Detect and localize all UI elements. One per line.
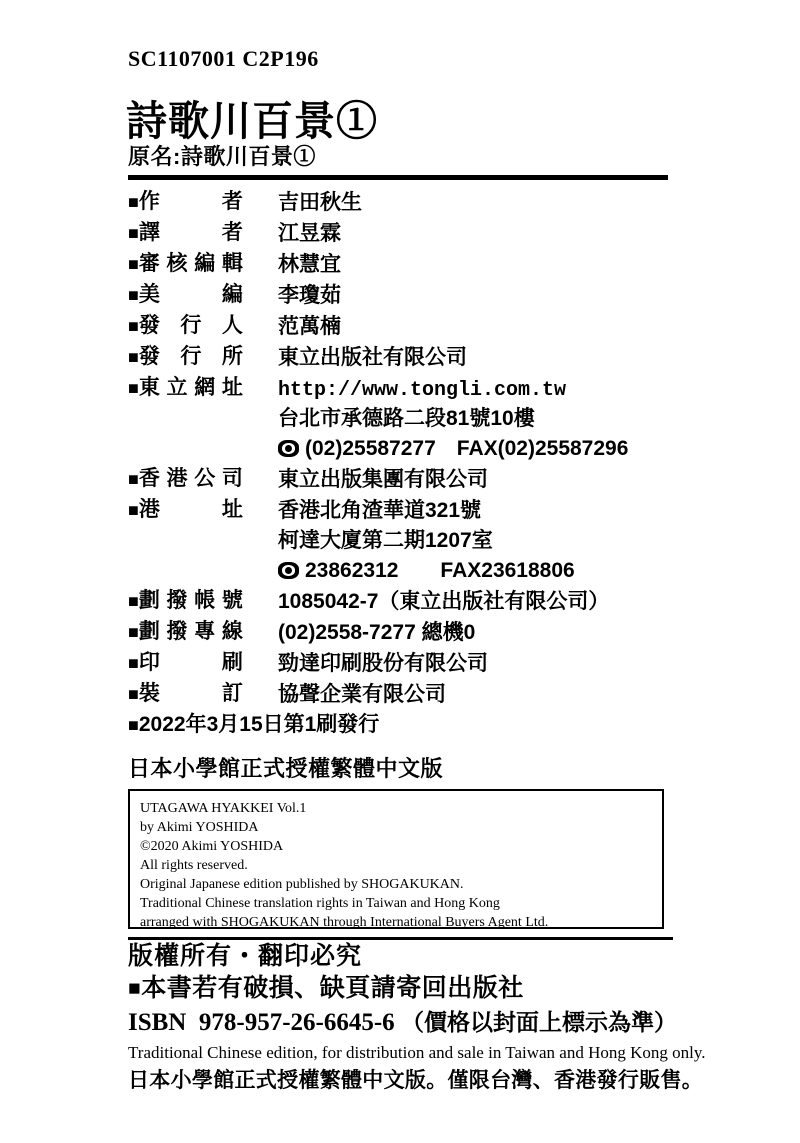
credit-value: 范萬楠 xyxy=(278,315,341,338)
credit-label: ■劃撥專線 xyxy=(128,620,243,643)
credit-value: 東立出版社有限公司 xyxy=(278,346,467,369)
square-bullet-icon: ■ xyxy=(128,316,139,336)
rights-reserved: 版權所有・翻印必究 xyxy=(128,942,363,970)
credit-label: ■劃撥帳號 xyxy=(128,589,243,612)
credit-label: ■作 者 xyxy=(128,190,243,213)
page-title: 詩歌川百景① xyxy=(126,98,378,144)
credit-value: 協聲企業有限公司 xyxy=(278,683,446,706)
hk-phone-row xyxy=(128,556,688,586)
isbn-label: ISBN xyxy=(128,1009,187,1036)
telephone-icon xyxy=(278,562,299,579)
credit-label: ■發 行 所 xyxy=(128,345,243,368)
credit-row xyxy=(128,280,688,310)
credit-row xyxy=(128,464,688,494)
square-bullet-icon: ■ xyxy=(128,622,139,642)
copyright-line: All rights reserved. xyxy=(140,858,248,873)
credit-label: ■發 行 人 xyxy=(128,314,243,337)
credit-label: ■審核編輯 xyxy=(128,252,243,275)
credit-row xyxy=(128,648,688,678)
telephone-icon xyxy=(278,440,299,457)
copyright-line: UTAGAWA HYAKKEI Vol.1 xyxy=(140,801,307,816)
square-bullet-icon: ■ xyxy=(128,285,139,305)
hk-address-line2 xyxy=(128,526,688,556)
publisher-address-text: 台北市承德路二段81號10樓 xyxy=(278,407,535,430)
hk-phone xyxy=(278,559,575,582)
credit-row xyxy=(128,311,688,341)
credit-row xyxy=(128,342,688,372)
credit-row xyxy=(128,495,688,525)
credit-label: ■譯 者 xyxy=(128,221,243,244)
licence-statement: 日本小學館正式授權繁體中文版 xyxy=(128,756,444,781)
square-bullet-icon: ■ xyxy=(128,223,139,243)
original-title: 原名:詩歌川百景① xyxy=(128,144,316,169)
square-bullet-icon: ■ xyxy=(128,192,139,212)
print-date-text: 2022年3月15日第1刷發行 xyxy=(138,713,380,736)
credit-value: 李瓊茹 xyxy=(278,284,341,307)
credit-row xyxy=(128,679,688,709)
hk-address-text: 柯達大廈第二期1207室 xyxy=(278,529,493,552)
distribution-notice-zh: 日本小學館正式授權繁體中文版。僅限台灣、香港發行販售。 xyxy=(128,1069,704,1092)
credit-value: 1085042-7（東立出版社有限公司） xyxy=(278,590,610,613)
price-note: （價格以封面上標示為準） xyxy=(400,1009,677,1035)
isbn-number: 978-957-26-6645-6 xyxy=(198,1009,395,1036)
square-bullet-icon: ■ xyxy=(128,715,139,735)
credit-row xyxy=(128,249,688,279)
credit-label: ■港 址 xyxy=(128,498,243,521)
square-bullet-icon: ■ xyxy=(128,347,139,367)
square-bullet-icon: ■ xyxy=(128,378,139,398)
credit-row-website xyxy=(128,373,688,403)
copyright-line: by Akimi YOSHIDA xyxy=(140,820,259,835)
credit-value: 江昱霖 xyxy=(278,222,341,245)
copyright-line: Original Japanese edition published by SHOGAKUKAN. xyxy=(140,877,464,892)
publisher-phone xyxy=(278,437,628,460)
title-divider xyxy=(128,175,668,180)
square-bullet-icon: ■ xyxy=(128,469,139,489)
copyright-box xyxy=(128,789,664,929)
square-bullet-icon: ■ xyxy=(128,653,139,673)
publisher-phone-text: (02)25587277 FAX(02)25587296 xyxy=(305,437,629,460)
print-date-row xyxy=(128,710,688,740)
credit-value: (02)2558-7277 總機0 xyxy=(278,621,476,644)
credit-row xyxy=(128,617,688,647)
product-code: SC1107001 C2P196 xyxy=(128,46,319,71)
credit-value: 香港北角渣華道321號 xyxy=(278,499,482,522)
square-bullet-icon: ■ xyxy=(128,254,139,274)
print-date xyxy=(128,713,379,736)
credit-label: ■裝 訂 xyxy=(128,682,243,705)
footer-block xyxy=(128,940,728,1095)
copyright-line: arranged with SHOGAKUKAN through International Buyers Agent Ltd. xyxy=(140,915,549,930)
credit-value: 吉田秋生 xyxy=(278,191,362,214)
credit-label: ■美 編 xyxy=(128,283,243,306)
square-bullet-icon: ■ xyxy=(128,977,142,1000)
credit-label: ■印 刷 xyxy=(128,651,243,674)
isbn-row xyxy=(128,1005,728,1040)
square-bullet-icon: ■ xyxy=(128,684,139,704)
square-bullet-icon: ■ xyxy=(128,591,139,611)
hk-phone-text: 23862312 FAX23618806 xyxy=(305,559,575,582)
damaged-copy-notice-text: 本書若有破損、缺頁請寄回出版社 xyxy=(141,974,524,1002)
square-bullet-icon: ■ xyxy=(128,500,139,520)
publisher-address xyxy=(128,404,688,434)
credit-value: 林慧宜 xyxy=(278,253,341,276)
copyright-line: ©2020 Akimi YOSHIDA xyxy=(140,839,284,854)
credit-label: ■香港公司 xyxy=(128,467,243,490)
credit-value: 東立出版集團有限公司 xyxy=(278,468,488,491)
credit-row xyxy=(128,218,688,248)
damaged-copy-notice xyxy=(128,972,728,1005)
credit-row xyxy=(128,586,688,616)
credit-label: ■東立網址 xyxy=(128,376,243,399)
publisher-phone-row xyxy=(128,434,688,464)
publisher-website[interactable]: http://www.tongli.com.tw xyxy=(278,379,567,402)
distribution-notice-en: Traditional Chinese edition, for distribution and sale in Taiwan and Hong Kong only. xyxy=(128,1043,706,1062)
copyright-line: Traditional Chinese translation rights in Taiwan and Hong Kong xyxy=(140,896,500,911)
credit-value: 勁達印刷股份有限公司 xyxy=(278,652,488,675)
credit-row xyxy=(128,187,688,217)
credits-list xyxy=(128,187,688,740)
